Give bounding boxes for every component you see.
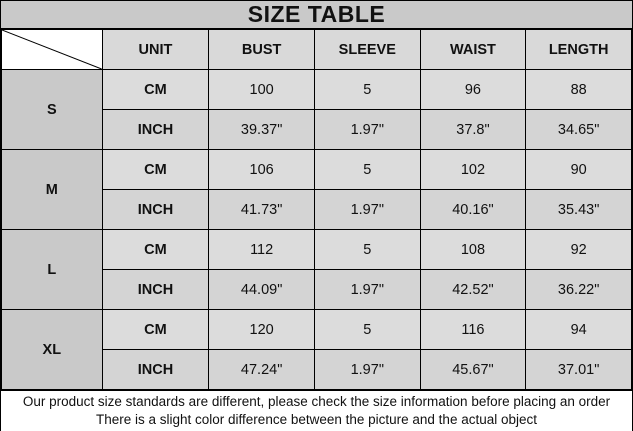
value-sleeve: 1.97"	[314, 110, 420, 150]
column-header-waist: WAIST	[420, 30, 526, 70]
table-row	[2, 230, 632, 270]
column-header-length: LENGTH	[526, 30, 632, 70]
value-sleeve: 5	[314, 70, 420, 110]
value-length: 92	[526, 230, 632, 270]
value-length: 36.22"	[526, 270, 632, 310]
size-label-m: M	[2, 150, 103, 230]
value-length: 35.43"	[526, 190, 632, 230]
size-label-s: S	[2, 70, 103, 150]
value-bust: 100	[209, 70, 315, 110]
value-bust: 41.73"	[209, 190, 315, 230]
value-length: 34.65"	[526, 110, 632, 150]
value-waist: 96	[420, 70, 526, 110]
title-bar	[1, 1, 632, 29]
value-sleeve: 1.97"	[314, 190, 420, 230]
footer-line-1: Our product size standards are different, please check the size information before placing an order	[22, 394, 611, 409]
column-header-unit: UNIT	[102, 30, 209, 70]
unit-label: CM	[102, 310, 209, 350]
value-bust: 44.09"	[209, 270, 315, 310]
footer-note	[1, 390, 632, 431]
page-title: SIZE TABLE	[247, 1, 386, 27]
value-sleeve: 5	[314, 310, 420, 350]
table-row	[2, 310, 632, 350]
unit-label: INCH	[102, 190, 209, 230]
value-length: 94	[526, 310, 632, 350]
unit-label: CM	[102, 230, 209, 270]
diagonal-slash-icon	[2, 30, 102, 69]
unit-label: CM	[102, 150, 209, 190]
value-length: 37.01"	[526, 350, 632, 390]
value-sleeve: 1.97"	[314, 350, 420, 390]
table-row	[2, 150, 632, 190]
value-bust: 112	[209, 230, 315, 270]
value-length: 88	[526, 70, 632, 110]
value-waist: 40.16"	[420, 190, 526, 230]
value-waist: 108	[420, 230, 526, 270]
unit-label: INCH	[102, 110, 209, 150]
value-bust: 106	[209, 150, 315, 190]
table-header-row	[2, 30, 632, 70]
unit-label: INCH	[102, 270, 209, 310]
unit-label: INCH	[102, 350, 209, 390]
column-header-sleeve: SLEEVE	[314, 30, 420, 70]
value-sleeve: 1.97"	[314, 270, 420, 310]
value-waist: 45.67"	[420, 350, 526, 390]
value-waist: 42.52"	[420, 270, 526, 310]
value-waist: 116	[420, 310, 526, 350]
footer-line-2: There is a slight color difference between the picture and the actual object	[95, 412, 538, 427]
value-waist: 37.8"	[420, 110, 526, 150]
value-sleeve: 5	[314, 150, 420, 190]
column-header-bust: BUST	[209, 30, 315, 70]
value-bust: 47.24"	[209, 350, 315, 390]
corner-cell	[2, 30, 103, 70]
value-sleeve: 5	[314, 230, 420, 270]
value-bust: 39.37"	[209, 110, 315, 150]
size-label-l: L	[2, 230, 103, 310]
value-waist: 102	[420, 150, 526, 190]
unit-label: CM	[102, 70, 209, 110]
table-row	[2, 70, 632, 110]
value-bust: 120	[209, 310, 315, 350]
value-length: 90	[526, 150, 632, 190]
size-table	[1, 29, 632, 390]
size-label-xl: XL	[2, 310, 103, 390]
